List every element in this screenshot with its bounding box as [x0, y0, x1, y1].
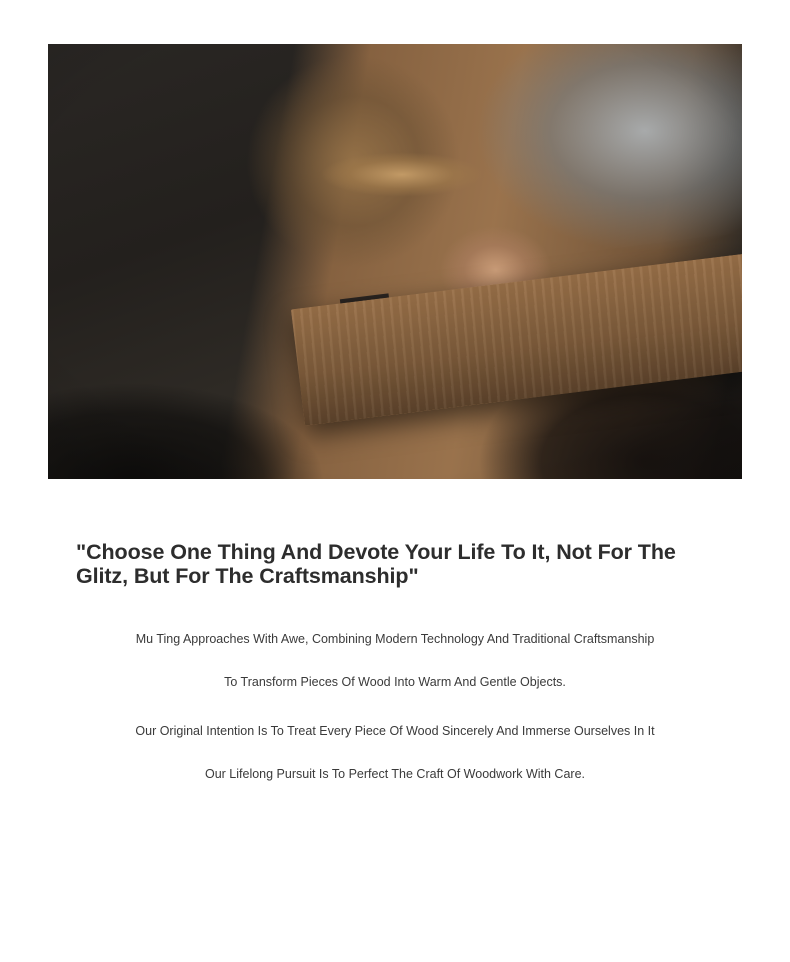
article-paragraph-3: Our Original Intention Is To Treat Every Piece Of Wood Sincerely And Immerse Ourselves In It: [135, 724, 655, 739]
article-paragraph-2: To Transform Pieces Of Wood Into Warm And Gentle Objects.: [224, 675, 566, 690]
hero-image: [48, 44, 742, 479]
article-paragraph-1: Mu Ting Approaches With Awe, Combining Modern Technology And Traditional Craftsmanship: [135, 632, 655, 647]
article-content: [0, 540, 790, 782]
hero-vignette: [48, 44, 742, 479]
article-paragraph-4: Our Lifelong Pursuit Is To Perfect The Craft Of Woodwork With Care.: [204, 767, 585, 782]
page-title: "Choose One Thing And Devote Your Life To It, Not For The Glitz, But For The Craftsmanship": [76, 540, 676, 589]
article-body: [0, 632, 790, 782]
